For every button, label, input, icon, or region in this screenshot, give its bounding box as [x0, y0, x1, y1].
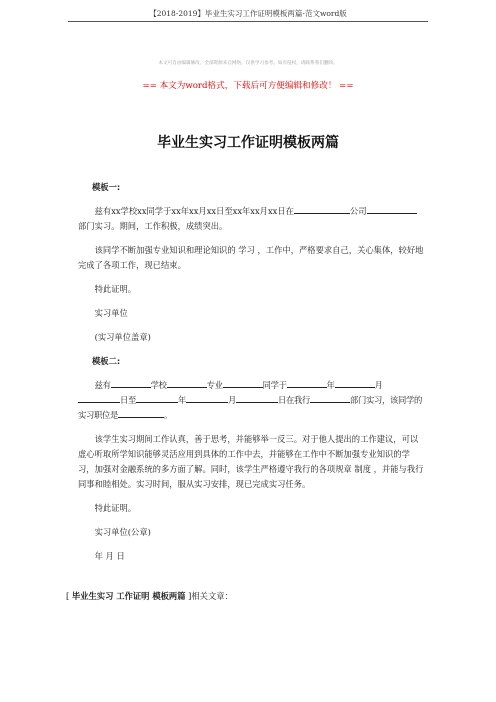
text-year-1: 年: [326, 380, 335, 390]
template1-seal: (实习单位盖章): [94, 332, 151, 342]
related-articles: [66, 590, 426, 602]
blank-position: [118, 408, 164, 418]
document-title: 毕业生实习工作证明模板两篇: [157, 135, 339, 151]
text-department: 部门: [350, 395, 366, 405]
template1-proof: 特此证明。: [94, 284, 137, 294]
text-year-2: 年: [178, 395, 186, 405]
running-header: 【2018-2019】毕业生实习工作证明模板两篇-范文word版: [149, 9, 347, 18]
document-body: [78, 180, 424, 573]
template2-unit: 实习单位(公章): [94, 527, 151, 537]
template1-text-a: 兹有xx学校xx同学于xx年xx月xx日至xx年xx月xx日在: [94, 206, 294, 216]
text-period: 。: [164, 410, 172, 420]
template1-unit: 实习单位: [94, 308, 128, 318]
blank-start-year: [287, 378, 327, 388]
blank-student: [223, 378, 263, 388]
blank-school: [111, 378, 151, 388]
template2-paragraph-2: 该学生实习期间工作认真，善于思考，并能够举一反三。对于他人提出的工作建议，可以虚心听取所学知识能够灵活应用到具体的工作中去，并能够在工作中不断加强专业知识的学习，加强对金融系统的多方面了解。同时，该学生严格遵守我行的各项规章 制度 ，并能与我行同事和睦相处。实习时间，服从实习安排，现已完成实习任务。: [78, 434, 424, 489]
blank-major: [167, 378, 207, 388]
blank-company: [294, 204, 350, 214]
blank-department-2: [310, 393, 350, 403]
related-open-bracket: [: [66, 591, 72, 601]
blank-start-month: [335, 378, 375, 388]
template1-paragraph-1: [78, 204, 424, 234]
template1-paragraph-2: 该同学不断加强专业知识和理论知识的 学习 ，工作中，严格要求自己，关心集体，较好地完成了各项工作，现已结束。: [78, 245, 424, 270]
template2-date: 年 月 日: [94, 551, 125, 561]
disclaimer-text: 本文可自由编辑修改，全部资源来自网络，仅供学习参考。如有侵权，请联系我们删除。: [158, 61, 338, 66]
blank-end-year: [136, 393, 178, 403]
blank-end-day: [236, 393, 278, 403]
text-month-1: 月: [374, 380, 383, 390]
text-major: 专业: [206, 380, 223, 390]
text-zhaiyou: 兹有: [94, 380, 111, 390]
text-at-bank: 日在我行: [278, 395, 310, 405]
template1-heading: 模板一:: [92, 182, 121, 192]
text-student: 同学于: [262, 380, 287, 390]
text-school: 学校: [150, 380, 167, 390]
blank-department: [367, 204, 417, 214]
related-link[interactable]: 毕业生实习 工作证明 模板两篇: [71, 591, 186, 601]
header-divider: [68, 21, 428, 22]
template1-text-b: 公司: [349, 206, 367, 216]
template2-proof: 特此证明。: [94, 503, 137, 513]
blank-end-month: [186, 393, 228, 403]
text-month-2: 月: [228, 395, 236, 405]
text-position: 实习，该同学的实习职位是: [78, 395, 422, 420]
word-format-notice: == 本文为word格式，下载后可方便编辑和修改！ ==: [142, 81, 354, 91]
blank-start-day: [78, 393, 120, 403]
related-close-label: ]相关文章：: [185, 591, 233, 601]
template1-text-c: 部门实习。期间，工作积极，成绩突出。: [78, 221, 228, 231]
template2-heading: 模板二:: [92, 356, 121, 366]
text-day-to: 日至: [120, 395, 136, 405]
template2-paragraph-1: [78, 378, 424, 423]
